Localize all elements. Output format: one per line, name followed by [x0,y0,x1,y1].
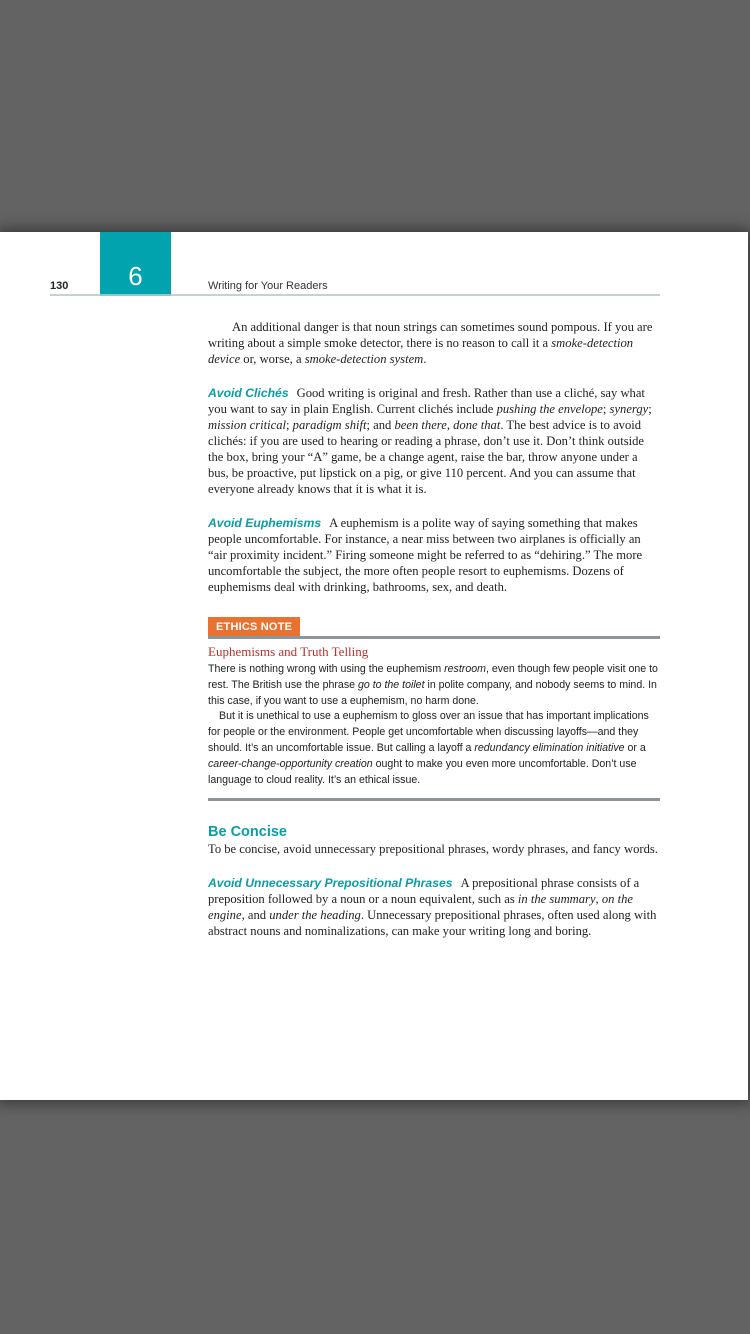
noun-strings-paragraph: An additional danger is that noun strings can sometimes sound pompous. If you are writing about a simple smoke detector, there is no reason to call it a smoke-detection device or, worse, a smoke-detection system. [208,320,653,366]
chapter-number: 6 [128,261,143,291]
cliches-heading: Avoid Clichés [208,386,289,400]
ethics-note-body [208,662,660,788]
book-page [0,232,748,1100]
prepositional-phrases-heading: Avoid Unnecessary Prepositional Phrases [208,876,453,891]
ethics-note-box [208,617,660,801]
euphemisms-heading: Avoid Euphemisms [208,516,322,530]
running-head: Writing for Your Readers [208,280,328,292]
chapter-tab [100,232,171,294]
ethics-paragraph-2: But it is unethical to use a euphemism to gloss over an issue that has important implications for people or the environment. People get uncomfortable when discussing layoffs—and they should. It’s an uncomfortable issue. But calling a layoff a redundancy elimination initiative or a career-change-opportunity creation ought to make you even more uncomfortable. Don’t use language to cloud reality. It’s an ethical issue. [208,710,649,786]
ethics-note-label: ETHICS NOTE [208,617,300,636]
prepositional-phrases-paragraph: Avoid Unnecessary Prepositional Phrases A prepositional phrase consists of a preposition followed by a noun or a noun equivalent, such as in the summary, on the engine, and under the heading. Unnecessary prepositional phrases, often used along with abstract nouns and nominalizations, can make your writing long and boring. [208,876,657,939]
be-concise-intro: To be concise, avoid unnecessary prepositional phrases, wordy phrases, and fancy words. [208,842,658,857]
ethics-note-top-rule [208,636,660,639]
cliches-paragraph: Avoid Clichés Good writing is original and fresh. Rather than use a cliché, say what you want to say in plain English. Current clichés include pushing the envelope; synergy; mission critical; paradigm shift; and been there, done that. The best advice is to avoid clichés: if you are used to hearing or reading a phrase, don’t use it. Don’t think outside the box, bring your “A” game, be a change agent, raise the bar, throw anyone under a bus, be proactive, put lipstick on a pig, or give 110 percent. And you can assume that everyone already knows that it is what it is. [208,386,652,496]
euphemisms-paragraph: Avoid Euphemisms A euphemism is a polite way of saying something that makes people uncomfortable. For instance, a near miss between two airplanes is officially an “air proximity incident.” Firing someone might be referred to as “dehiring.” The more uncomfortable the subject, the more often people resort to euphemisms. Dozens of euphemisms deal with drinking, bathrooms, sex, and death. [208,516,643,594]
ethics-note-bottom-rule [208,798,660,801]
page-number: 130 [50,280,69,292]
header-rule-accent [100,294,171,296]
ethics-paragraph-1: There is nothing wrong with using the euphemism restroom, even though few people visit one to rest. The British use the phrase go to the toilet in polite company, and nobody seems to mind. In this case, if you want to use a euphemism, no harm done. [208,663,658,707]
ethics-note-title: Euphemisms and Truth Telling [208,644,369,659]
page-content [208,319,660,939]
section-heading-be-concise: Be Concise [208,824,287,841]
